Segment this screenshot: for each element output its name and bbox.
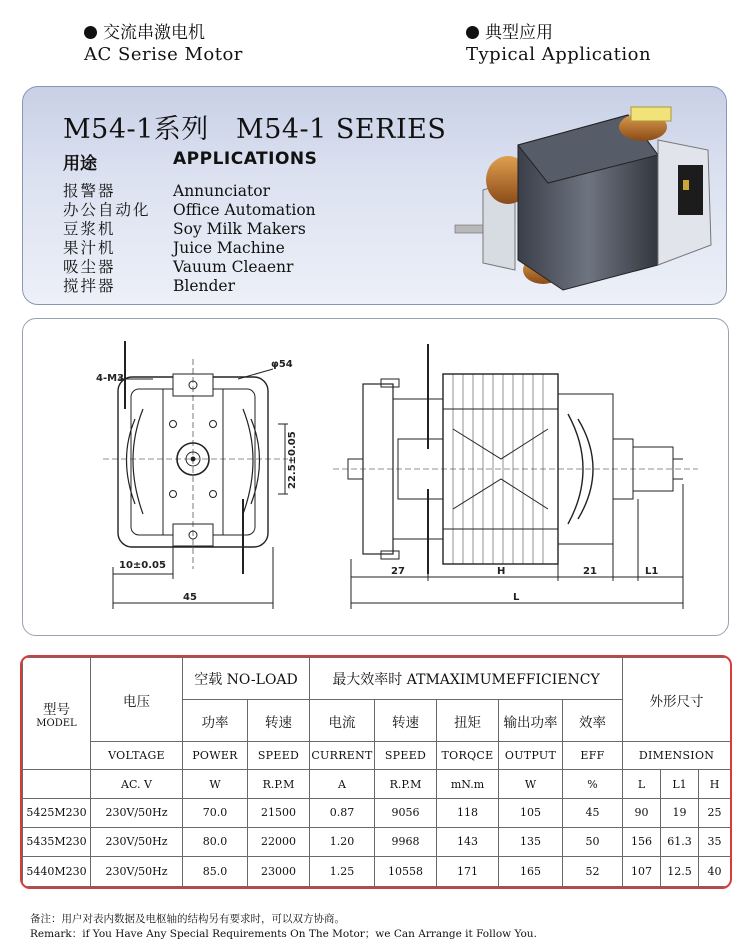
col-output-en: OUTPUT (499, 742, 563, 770)
col-power-zh: 功率 (183, 700, 248, 742)
cell: 40 (699, 856, 731, 886)
header-left-en: AC Serise Motor (84, 44, 243, 65)
col-output-zh: 输出功率 (499, 700, 563, 742)
cell: 5440M230 (23, 856, 91, 886)
application-item-en: Soy Milk Makers (173, 220, 306, 238)
col-eff-en: EFF (563, 742, 623, 770)
spec-table (20, 655, 732, 889)
dim-height: 22.5±0.05 (287, 431, 298, 489)
col-speed-zh: 转速 (248, 700, 310, 742)
cell: 50 (563, 827, 623, 856)
application-item-en: Juice Machine (173, 239, 285, 257)
applications-heading-en: APPLICATIONS (173, 149, 318, 169)
cell: 61.3 (661, 827, 699, 856)
cell: 171 (437, 856, 499, 886)
dim-l: L (513, 592, 520, 603)
dim-h: H (497, 566, 506, 577)
bullet-icon (466, 26, 479, 39)
application-item-zh: 果汁机 (63, 239, 116, 257)
col-current-zh: 电流 (310, 700, 375, 742)
application-item-en: Blender (173, 277, 236, 295)
header-right-en: Typical Application (466, 44, 652, 65)
cell: 19 (661, 798, 699, 827)
unit-dim-l1: L1 (661, 770, 699, 798)
cell: 118 (437, 798, 499, 827)
remark-en: Remark：if You Have Any Special Requirements On The Motor；we Can Arrange it Follow You. (30, 928, 537, 940)
technical-drawing (22, 318, 729, 636)
unit-dim-h: H (699, 770, 731, 798)
col-torque-en: TORQCE (437, 742, 499, 770)
maxeff-header: 最大效率时 ATMAXIMUMEFFICIENCY (310, 658, 623, 700)
col-current-en: CURRENT (310, 742, 375, 770)
col-speed-en: SPEED (248, 742, 310, 770)
table-row (23, 827, 731, 856)
cell: 230V/50Hz (91, 856, 183, 886)
header-left-zh: 交流串激电机 (103, 23, 205, 43)
cell: 230V/50Hz (91, 827, 183, 856)
application-item-zh: 报警器 (63, 182, 116, 200)
bullet-icon (84, 26, 97, 39)
cell: 1.25 (310, 856, 375, 886)
header-typical-application (466, 22, 651, 66)
applications-panel (22, 86, 727, 305)
cell: 1.20 (310, 827, 375, 856)
cell: 165 (499, 856, 563, 886)
col-eff-zh: 效率 (563, 700, 623, 742)
model-header (23, 658, 91, 770)
dim-21: 21 (583, 566, 597, 577)
unit-torque: mN.m (437, 770, 499, 798)
cell: 10558 (375, 856, 437, 886)
cell: 80.0 (183, 827, 248, 856)
remark-zh: 备注：用户对表内数据及电枢轴的结构另有要求时，可以双方协商。 (30, 913, 345, 925)
dim-width: 45 (183, 592, 197, 603)
cell: 107 (623, 856, 661, 886)
unit-voltage: AC. V (91, 770, 183, 798)
cell: 156 (623, 827, 661, 856)
cell: 35 (699, 827, 731, 856)
applications-heading-zh: 用途 (63, 154, 97, 174)
application-item-zh: 吸尘器 (63, 258, 116, 276)
unit-dim-l: L (623, 770, 661, 798)
cell: 9968 (375, 827, 437, 856)
cell: 12.5 (661, 856, 699, 886)
noload-header: 空载 NO-LOAD (183, 658, 310, 700)
unit-eff: % (563, 770, 623, 798)
unit-speed2: R.P.M (375, 770, 437, 798)
unit-output: W (499, 770, 563, 798)
col-torque-zh: 扭矩 (437, 700, 499, 742)
cell: 85.0 (183, 856, 248, 886)
cell: 5425M230 (23, 798, 91, 827)
table-row (23, 856, 731, 886)
table-row (23, 798, 731, 827)
col-speed2-zh: 转速 (375, 700, 437, 742)
col-speed2-en: SPEED (375, 742, 437, 770)
cell: 22000 (248, 827, 310, 856)
dim-holes: 4-M3 (96, 373, 125, 384)
side-view (333, 344, 698, 609)
cell: 135 (499, 827, 563, 856)
model-header-zh: 型号 (43, 702, 70, 719)
cell: 70.0 (183, 798, 248, 827)
col-power-en: POWER (183, 742, 248, 770)
application-item-zh: 办公自动化 (63, 201, 151, 219)
application-item-en: Vauum Cleaenr (173, 258, 294, 276)
dimension-header-zh: 外形尺寸 (623, 658, 731, 742)
unit-speed: R.P.M (248, 770, 310, 798)
cell: 21500 (248, 798, 310, 827)
dim-27: 27 (391, 566, 405, 577)
application-item-zh: 豆浆机 (63, 220, 116, 238)
cell: 45 (563, 798, 623, 827)
cell: 52 (563, 856, 623, 886)
motor-photo (453, 95, 718, 300)
dim-offset: 10±0.05 (119, 560, 166, 571)
cell: 90 (623, 798, 661, 827)
cell: 23000 (248, 856, 310, 886)
unit-power: W (183, 770, 248, 798)
applications-list-en (173, 182, 316, 296)
model-header-en: MODEL (36, 718, 77, 730)
unit-blank (23, 770, 91, 798)
application-item-en: Annunciator (173, 182, 270, 200)
unit-current: A (310, 770, 375, 798)
cell: 5435M230 (23, 827, 91, 856)
series-title: M54-1系列 M54-1 SERIES (63, 114, 447, 145)
dim-l1: L1 (645, 566, 659, 577)
cell: 9056 (375, 798, 437, 827)
col-dimension-en: DIMENSION (623, 742, 731, 770)
header-ac-motor (84, 22, 243, 66)
dim-diameter: φ54 (271, 359, 293, 370)
col-voltage-en: VOLTAGE (91, 742, 183, 770)
cell: 230V/50Hz (91, 798, 183, 827)
drawing-svg (23, 319, 728, 635)
cell: 105 (499, 798, 563, 827)
application-item-zh: 搅拌器 (63, 277, 116, 295)
voltage-header-zh: 电压 (91, 658, 183, 742)
cell: 25 (699, 798, 731, 827)
application-item-en: Office Automation (173, 201, 316, 219)
cell: 0.87 (310, 798, 375, 827)
applications-list-zh (63, 182, 151, 296)
cell: 143 (437, 827, 499, 856)
header-right-zh: 典型应用 (485, 23, 553, 43)
